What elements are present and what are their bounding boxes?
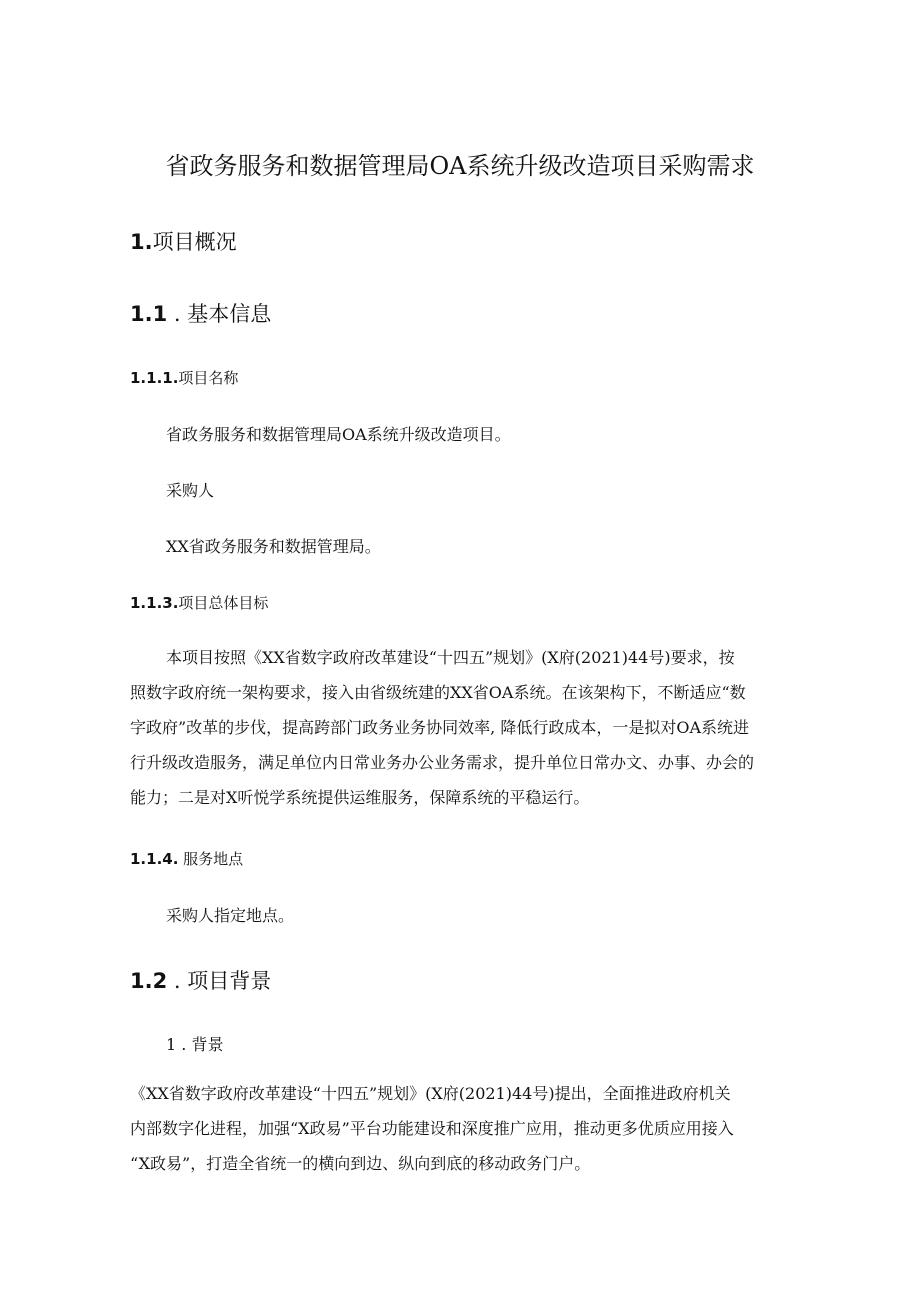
heading-1-1-3	[130, 592, 268, 613]
project-name-text: 省政务服务和数据管理局OA系统升级改造项目。	[166, 425, 511, 444]
heading-1-1-1	[130, 367, 238, 388]
heading-1-1	[130, 298, 271, 328]
purchaser-label: 采购人	[166, 481, 215, 500]
heading-1-2-text: . 项目背景	[167, 969, 272, 993]
heading-1-1-number: 1.1	[130, 302, 168, 326]
purchaser-text: XX省政务服务和数据管理局。	[166, 537, 381, 556]
goal-line: 能力；二是对X听悦学系统提供运维服务，保障系统的平稳运行。	[130, 788, 590, 807]
heading-1-1-3-number: 1.1.3.	[130, 594, 179, 612]
heading-1-1-text: . 基本信息	[167, 302, 272, 326]
heading-1	[130, 226, 237, 256]
goal-line: 照数字政府统一架构要求，接入由省级统建的XX省OA系统。在该架构下，不断适应“数	[130, 683, 746, 702]
heading-1-1-4-text: 服务地点	[178, 850, 244, 868]
document-title: 省政务服务和数据管理局OA系统升级改造项目采购需求	[165, 152, 755, 180]
heading-1-1-4-number: 1.1.4.	[130, 850, 179, 868]
goal-line: 字政府”改革的步伐，提高跨部门政务业务协同效率, 降低行政成本，一是拟对OA系统进	[130, 718, 750, 737]
goal-line: 行升级改造服务，满足单位内日常业务办公业务需求，提升单位日常办文、办事、办会的	[130, 753, 755, 772]
background-label: 1 . 背景	[166, 1035, 224, 1054]
heading-1-1-4	[130, 848, 243, 869]
goal-line: 本项目按照《XX省数字政府改革建设“十四五”规划》(X府(2021)44号)要求，按	[166, 648, 735, 667]
background-line: 《XX省数字政府改革建设“十四五”规划》(X府(2021)44号)提出，全面推进政府机关	[130, 1084, 731, 1103]
background-line: 内部数字化进程，加强“X政易”平台功能建设和深度推广应用，推动更多优质应用接入	[130, 1119, 734, 1138]
heading-1-text: 项目概况	[152, 230, 237, 254]
heading-1-1-3-text: 项目总体目标	[178, 594, 269, 612]
heading-1-2	[130, 965, 271, 995]
heading-1-1-1-number: 1.1.1.	[130, 369, 179, 387]
heading-1-1-1-text: 项目名称	[178, 369, 239, 387]
heading-1-number: 1.	[130, 230, 153, 254]
location-text: 采购人指定地点。	[166, 906, 295, 925]
background-line: “X政易”，打造全省统一的横向到边、纵向到底的移动政务门户。	[130, 1154, 591, 1173]
heading-1-2-number: 1.2	[130, 969, 168, 993]
